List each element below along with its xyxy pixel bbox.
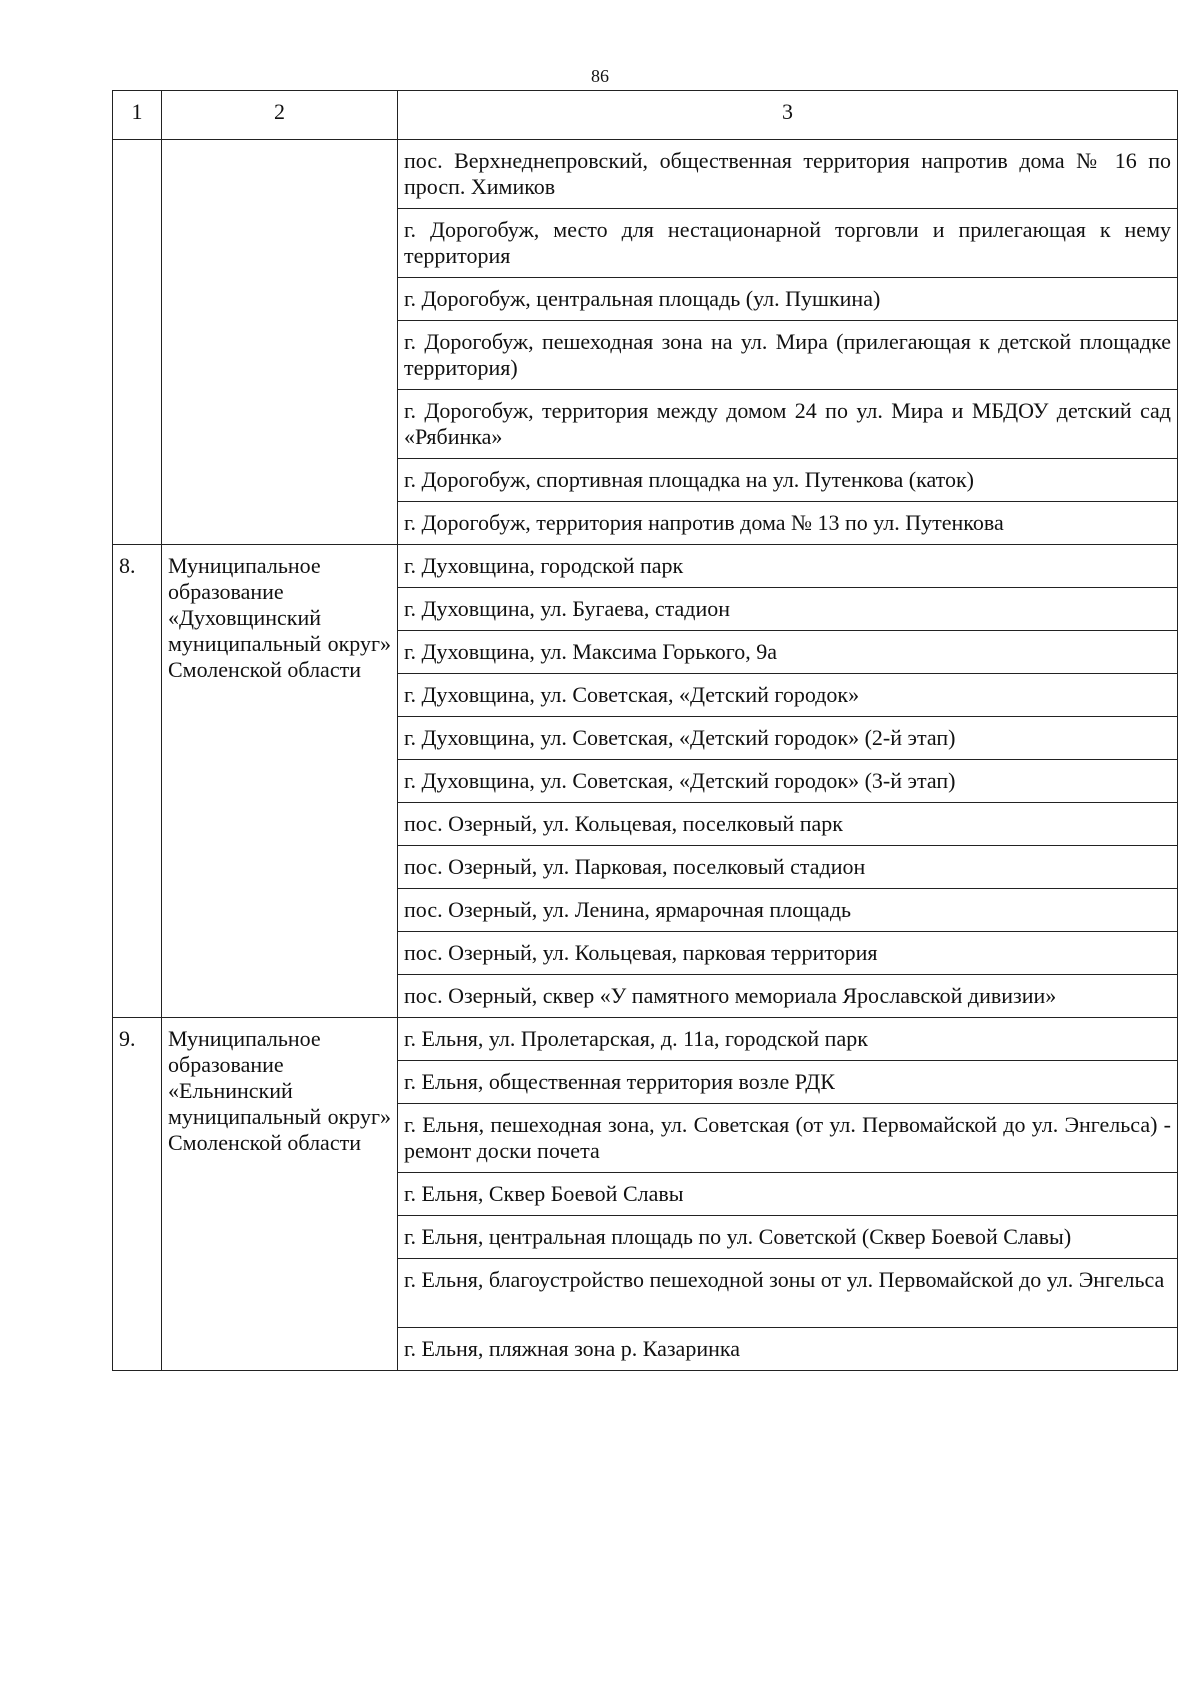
- continuation-name-cell: [162, 140, 398, 545]
- territory-cell: г. Духовщина, ул. Советская, «Детский городок» (3-й этап): [398, 760, 1178, 803]
- territory-cell: г. Ельня, общественная территория возле РДК: [398, 1061, 1178, 1104]
- continuation-number-cell: [113, 140, 162, 545]
- territory-cell: пос. Озерный, ул. Парковая, поселковый стадион: [398, 846, 1178, 889]
- territory-cell: г. Духовщина, ул. Бугаева, стадион: [398, 588, 1178, 631]
- territory-cell: пос. Озерный, ул. Ленина, ярмарочная площадь: [398, 889, 1178, 932]
- territory-cell: г. Ельня, ул. Пролетарская, д. 11а, городской парк: [398, 1018, 1178, 1061]
- section-number-cell: 8.: [113, 545, 162, 1018]
- territory-cell: пос. Озерный, ул. Кольцевая, поселковый парк: [398, 803, 1178, 846]
- page-number: 86: [591, 66, 609, 86]
- territory-cell: г. Дорогобуж, центральная площадь (ул. Пушкина): [398, 278, 1178, 321]
- territory-cell: г. Дорогобуж, спортивная площадка на ул. Путенкова (каток): [398, 459, 1178, 502]
- header-col-2: 2: [162, 91, 398, 140]
- territories-table: [112, 90, 1178, 1371]
- territory-cell: г. Духовщина, ул. Максима Горького, 9а: [398, 631, 1178, 674]
- territory-cell: г. Ельня, благоустройство пешеходной зоны от ул. Первомайской до ул. Энгельса: [398, 1259, 1178, 1328]
- section-name-cell: Муниципальное образование «Духовщинский муниципальный округ» Смоленской области: [162, 545, 398, 1018]
- territory-cell: г. Дорогобуж, пешеходная зона на ул. Мира (прилегающая к детской площадке территория): [398, 321, 1178, 390]
- header-col-3: 3: [398, 91, 1178, 140]
- table-row: [113, 545, 1178, 588]
- territory-cell: пос. Озерный, сквер «У памятного мемориала Ярославской дивизии»: [398, 975, 1178, 1018]
- header-row: [113, 91, 1178, 140]
- section-name-cell: Муниципальное образование «Ельнинский муниципальный округ» Смоленской области: [162, 1018, 398, 1371]
- territory-cell: г. Ельня, Сквер Боевой Славы: [398, 1173, 1178, 1216]
- territory-cell: г. Ельня, пляжная зона р. Казаринка: [398, 1328, 1178, 1371]
- territory-cell: г. Ельня, пешеходная зона, ул. Советская (от ул. Первомайской до ул. Энгельса) - ремонт доски почета: [398, 1104, 1178, 1173]
- territory-cell: пос. Верхнеднепровский, общественная территория напротив дома № 16 по просп. Химиков: [398, 140, 1178, 209]
- territory-cell: г. Духовщина, ул. Советская, «Детский городок»: [398, 674, 1178, 717]
- territory-cell: г. Духовщина, городской парк: [398, 545, 1178, 588]
- section-number-cell: 9.: [113, 1018, 162, 1371]
- territory-cell: г. Дорогобуж, территория между домом 24 по ул. Мира и МБДОУ детский сад «Рябинка»: [398, 390, 1178, 459]
- territory-cell: г. Духовщина, ул. Советская, «Детский городок» (2-й этап): [398, 717, 1178, 760]
- territory-cell: г. Ельня, центральная площадь по ул. Советской (Сквер Боевой Славы): [398, 1216, 1178, 1259]
- table-row: [113, 1018, 1178, 1061]
- territory-cell: пос. Озерный, ул. Кольцевая, парковая территория: [398, 932, 1178, 975]
- header-col-1: 1: [113, 91, 162, 140]
- table-row: [113, 140, 1178, 209]
- territory-cell: г. Дорогобуж, территория напротив дома № 13 по ул. Путенкова: [398, 502, 1178, 545]
- territory-cell: г. Дорогобуж, место для нестационарной торговли и прилегающая к нему территория: [398, 209, 1178, 278]
